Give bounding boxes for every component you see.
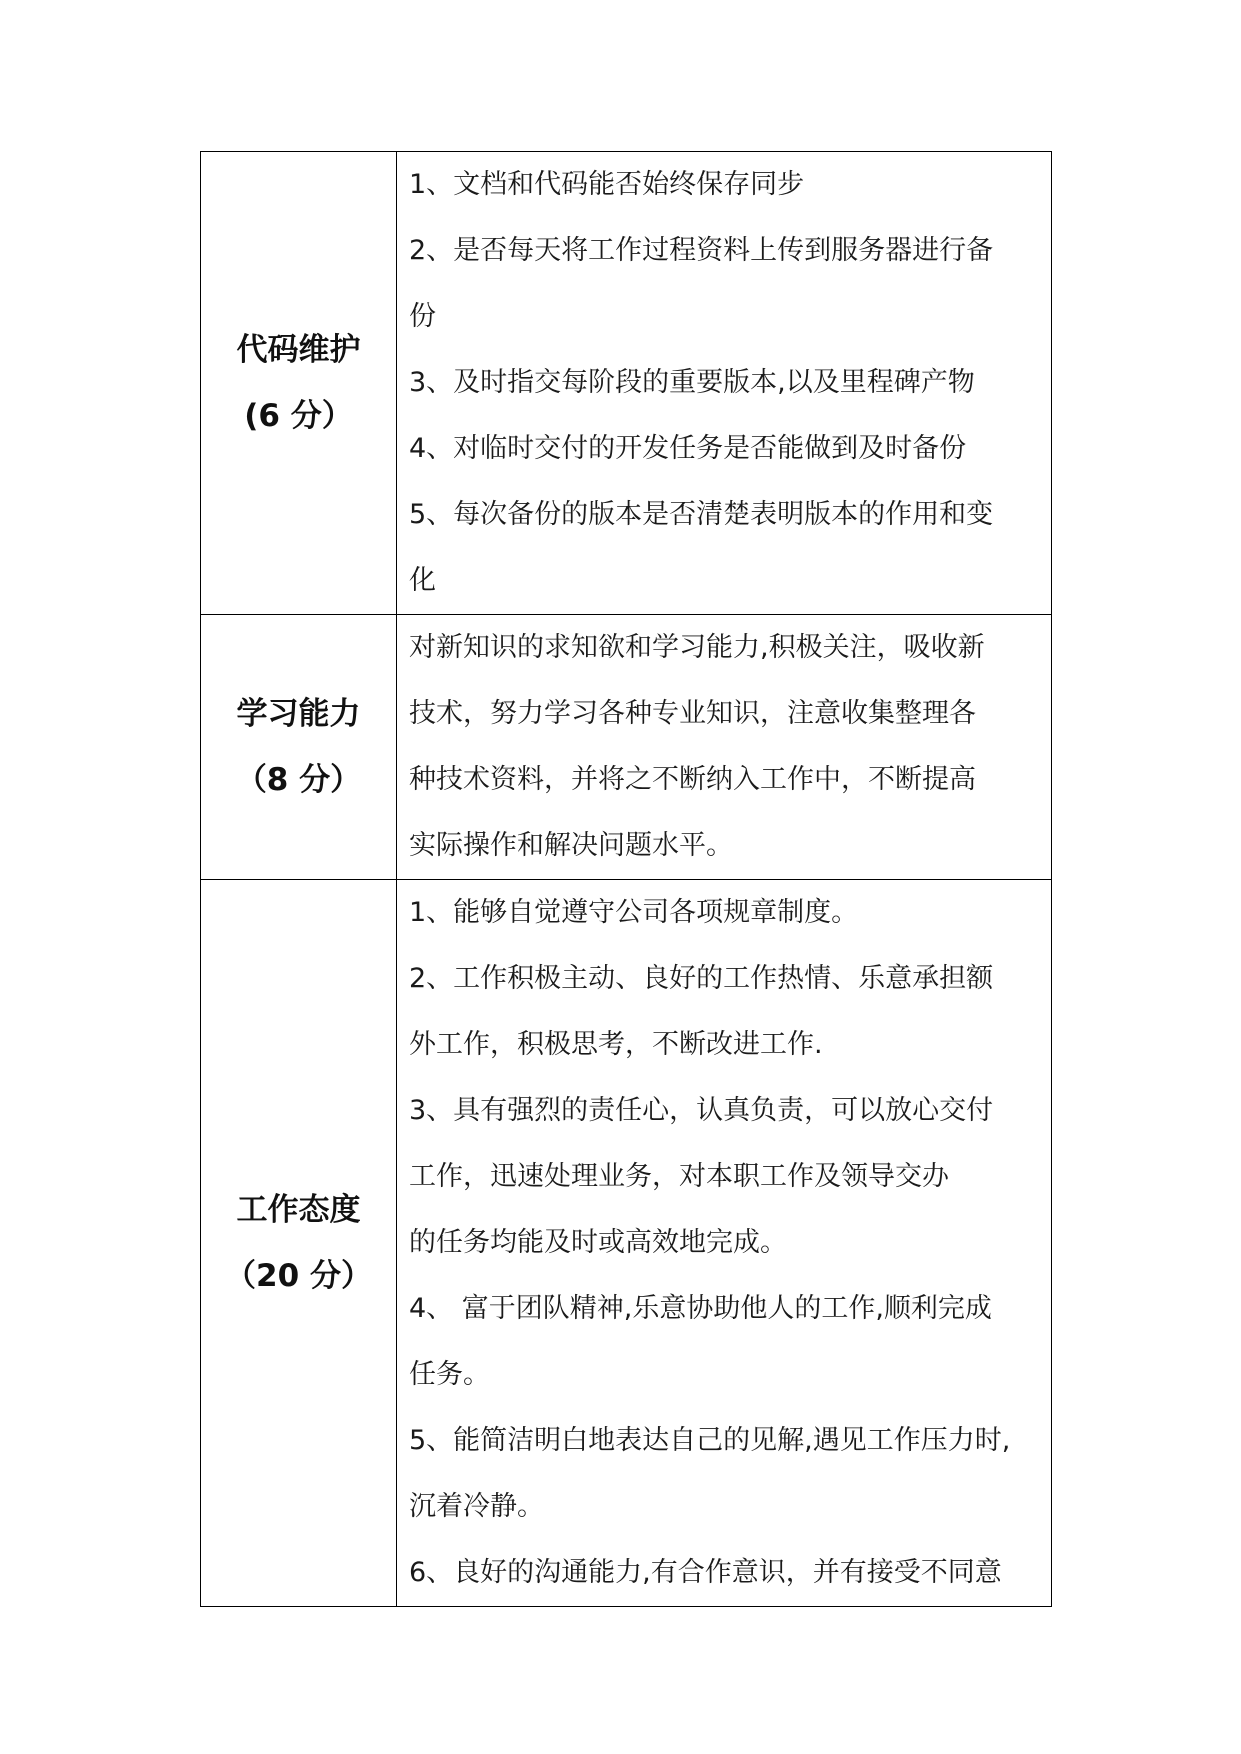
- criteria-line: 5、每次备份的版本是否清楚表明版本的作用和变: [409, 499, 994, 530]
- criteria-line: 实际操作和解决问题水平。: [409, 830, 733, 861]
- criteria-line: 1、文档和代码能否始终保存同步: [409, 169, 805, 200]
- criteria-line: 种技术资料，并将之不断纳入工作中，不断提高: [409, 764, 976, 795]
- criteria-line: 3、及时指交每阶段的重要版本,以及里程碑产物: [409, 367, 975, 398]
- category-score: （8 分）: [235, 762, 362, 798]
- category-cell: [201, 152, 397, 615]
- criteria-line: 份: [409, 301, 436, 332]
- criteria-line: 任务。: [409, 1359, 490, 1390]
- category-name: 学习能力: [236, 696, 361, 732]
- table-row-learning-ability: [201, 615, 1052, 880]
- category-cell: [201, 880, 397, 1607]
- criteria-line: 1、能够自觉遵守公司各项规章制度。: [409, 897, 859, 928]
- criteria-cell: [397, 615, 1052, 880]
- criteria-line: 4、对临时交付的开发任务是否能做到及时备份: [409, 433, 967, 464]
- category-name: 工作态度: [236, 1192, 361, 1228]
- category-score: (6 分）: [244, 398, 353, 434]
- evaluation-table: [200, 151, 1052, 1607]
- category-cell: [201, 615, 397, 880]
- table-row-work-attitude: [201, 880, 1052, 1607]
- criteria-line: 6、良好的沟通能力,有合作意识，并有接受不同意: [409, 1557, 1002, 1588]
- criteria-line: 工作，迅速处理业务，对本职工作及领导交办: [409, 1161, 949, 1192]
- table-row-code-maintenance: [201, 152, 1052, 615]
- criteria-line: 的任务均能及时或高效地完成。: [409, 1227, 787, 1258]
- criteria-cell: [397, 880, 1052, 1607]
- criteria-line: 5、能简洁明白地表达自己的见解,遇见工作压力时,: [409, 1425, 1011, 1456]
- criteria-line: 2、是否每天将工作过程资料上传到服务器进行备: [409, 235, 994, 266]
- criteria-cell: [397, 152, 1052, 615]
- criteria-line: 对新知识的求知欲和学习能力,积极关注，吸收新: [409, 632, 985, 663]
- criteria-line: 沉着冷静。: [409, 1491, 544, 1522]
- category-name: 代码维护: [236, 332, 361, 368]
- criteria-line: 外工作，积极思考，不断改进工作.: [409, 1029, 823, 1060]
- criteria-line: 3、具有强烈的责任心，认真负责，可以放心交付: [409, 1095, 994, 1126]
- criteria-line: 化: [409, 565, 436, 596]
- category-score: （20 分）: [225, 1258, 372, 1294]
- criteria-line: 2、工作积极主动、良好的工作热情、乐意承担额: [409, 963, 994, 994]
- criteria-line: 技术，努力学习各种专业知识，注意收集整理各: [409, 698, 976, 729]
- criteria-line: 4、 富于团队精神,乐意协助他人的工作,顺利完成: [409, 1293, 992, 1324]
